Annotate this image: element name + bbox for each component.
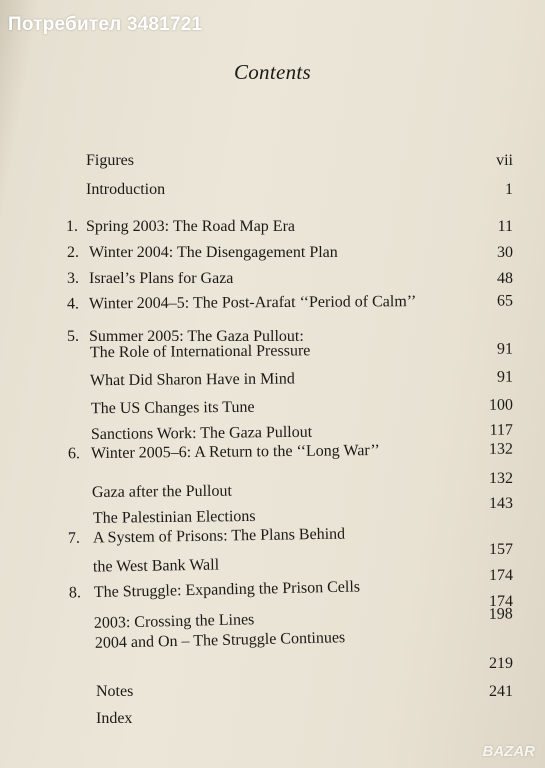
toc-entry-number: 8. — [68, 584, 82, 602]
toc-entry-label: Sanctions Work: The Gaza Pullout — [90, 423, 313, 444]
toc-entry-number: 2. — [67, 244, 79, 261]
toc-entry-page-number: 157 — [489, 541, 513, 558]
toc-entry — [0, 270, 545, 294]
toc-entry-label: What Did Sharon Have in Mind — [89, 370, 295, 390]
toc-entry-page-number: 219 — [489, 655, 513, 672]
toc-entry — [0, 396, 545, 425]
toc-entry — [0, 152, 545, 176]
toc-entry-page-number: 91 — [496, 340, 514, 358]
toc-entry-number — [0, 344, 80, 345]
toc-entry-label: 2003: Crossing the Lines — [93, 611, 255, 632]
toc-entry-number — [0, 372, 80, 373]
toc-entry — [0, 340, 545, 369]
toc-entry — [0, 292, 545, 320]
toc-entry-page-number: 198 — [488, 605, 513, 623]
toc-entry — [0, 655, 545, 679]
toc-entry-page-number: 117 — [489, 421, 514, 439]
toc-entry — [0, 181, 545, 205]
toc-entry-page-number: 11 — [497, 218, 513, 235]
toc-entry-page-number: 100 — [488, 396, 514, 414]
user-watermark: Потребител 3481721 — [8, 14, 203, 35]
toc-entry-number — [0, 400, 80, 401]
toc-entry-page-number: 30 — [497, 244, 513, 261]
toc-entry-number: 6. — [67, 445, 81, 463]
toc-entry-page-number: 91 — [496, 368, 514, 386]
toc-entry — [0, 218, 545, 242]
toc-entry-page-number: 65 — [496, 292, 514, 310]
toc-entry-number — [0, 484, 80, 485]
toc-entry-label: The Palestinian Elections — [92, 507, 256, 527]
toc-entry-page-number: 143 — [489, 495, 513, 512]
toc-entry — [0, 710, 545, 734]
toc-entry-label: The Role of International Pressure — [89, 342, 311, 362]
toc-entry-label: Summer 2005: The Gaza Pullout: — [89, 328, 304, 345]
toc-entry-number — [0, 510, 80, 511]
toc-entry — [0, 368, 545, 397]
toc-entry-label: Index — [96, 710, 133, 727]
toc-entry-label: Introduction — [86, 181, 166, 198]
toc-entry-page-number: 132 — [489, 470, 513, 487]
toc-entry-number: 3. — [67, 270, 79, 287]
toc-entry-label: Figures — [86, 152, 134, 169]
toc-entry-label: Israel’s Plans for Gaza — [89, 270, 234, 287]
toc-entry-number — [0, 426, 80, 427]
toc-entry-page-number: 241 — [489, 683, 513, 700]
toc-entry-page-number: 174 — [489, 567, 513, 584]
toc-entry-page-number: vii — [496, 152, 513, 169]
toc-entry-number: 7. — [67, 529, 81, 547]
toc-entry-page-number: 132 — [488, 440, 514, 458]
toc-entry-label: Spring 2003: The Road Map Era — [86, 218, 296, 235]
toc-entry-label: A System of Prisons: The Plans Behind — [92, 525, 346, 547]
toc-entry-number: 5. — [67, 328, 79, 345]
toc-entry-label: Winter 2004: The Disengagement Plan — [89, 244, 338, 261]
toc-entry-number: 1. — [66, 218, 78, 235]
toc-entry-label: The US Changes its Tune — [90, 398, 255, 418]
toc-entry — [0, 440, 545, 470]
toc-entry-number: 4. — [66, 295, 80, 313]
toc-entry-page-number: 174 — [489, 593, 513, 610]
toc-entry-label: Notes — [96, 683, 134, 700]
toc-entry-label: Winter 2005–6: A Return to the ‘‘Long War’’ — [90, 442, 380, 463]
site-logo-watermark: BAZAR — [482, 743, 535, 760]
toc-entry — [0, 683, 545, 707]
toc-entry-label: Gaza after the Pullout — [91, 482, 232, 502]
toc-entry-label: Winter 2004–5: The Post-Arafat ‘‘Period of Calm’’ — [88, 293, 417, 313]
toc-entry-number — [0, 559, 80, 560]
toc-entry — [0, 244, 545, 268]
toc-entry-page-number: 48 — [497, 270, 513, 287]
page-title: Contents — [233, 60, 312, 84]
toc-entry-label: 2004 and On – The Struggle Continues — [94, 629, 346, 652]
toc-entry-label: The Struggle: Expanding the Prison Cells — [93, 578, 361, 602]
toc-entry-label: the West Bank Wall — [92, 556, 220, 576]
toc-entry-page-number: 1 — [505, 181, 513, 198]
